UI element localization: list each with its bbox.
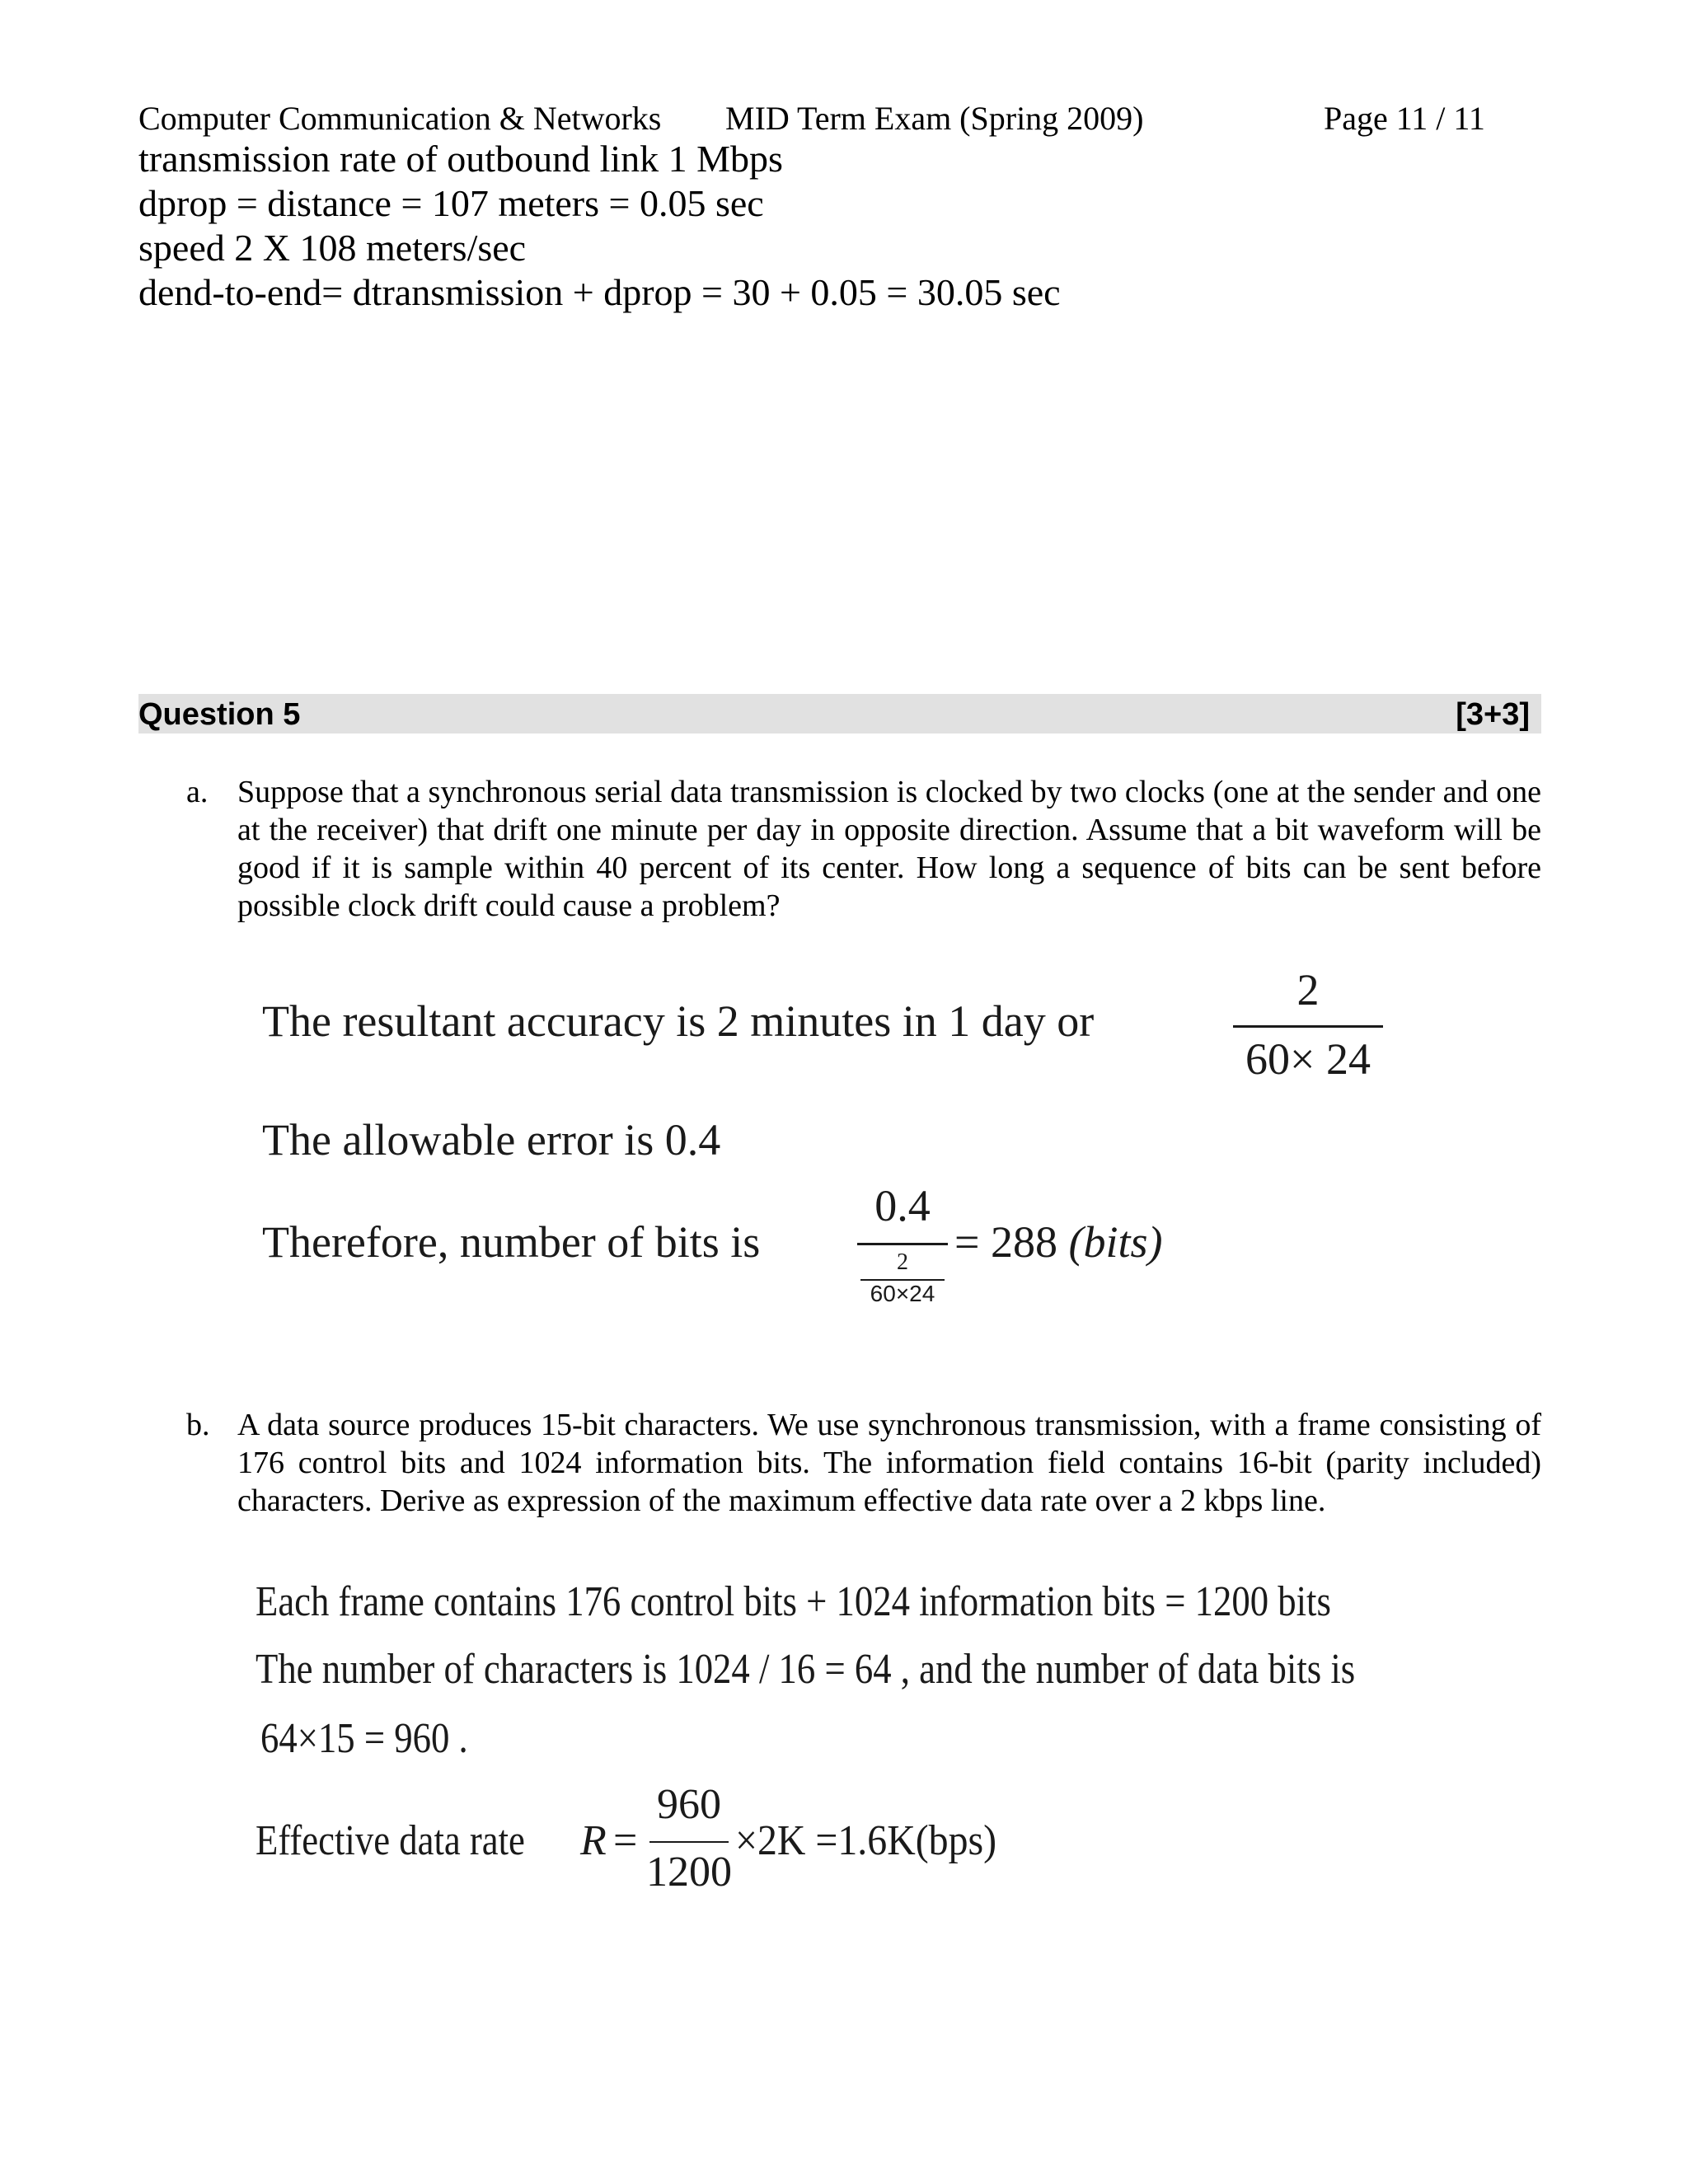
part-a-result-unit: (bits) [1068, 1217, 1163, 1267]
part-a-fraction1-numerator: 2 [1296, 965, 1320, 1015]
part-b-label: b. [186, 1408, 210, 1442]
part-b-effective-rate-label: Effective data rate [256, 1817, 525, 1864]
text-line-speed: speed 2 X 108 meters/sec [138, 227, 527, 269]
part-a-fraction1-bar [1233, 1025, 1383, 1028]
part-a-bits-line: Therefore, number of bits is [262, 1217, 761, 1267]
part-b-rate-variable: R [580, 1817, 607, 1864]
part-b-question-text: A data source produces 15-bit characters. We use synchronous transmission, with a frame consisting of 176 control bits and 1024 information bits. The information field contains 16-bit (parity included) characters. Derive as expression of the maximum effective data rate over a 2 kbps line. [237, 1408, 1541, 1518]
part-a-allowable-error-line: The allowable error is 0.4 [262, 1115, 721, 1165]
part-b-equals-sign: = [613, 1817, 638, 1864]
text-line-end-to-end: dend-to-end= dtransmission + dprop = 30 + 0.05 = 30.05 sec [138, 271, 1061, 313]
part-a-fraction2-bar [857, 1243, 948, 1245]
part-b-fraction-denominator: 1200 [646, 1849, 732, 1896]
part-a-result-value: = 288 [954, 1217, 1069, 1267]
part-b-fraction-bar [649, 1841, 729, 1843]
part-a-fraction1-denominator: 60× 24 [1245, 1034, 1371, 1084]
question-header-bar [138, 694, 1541, 733]
header-course: Computer Communication & Networks [138, 100, 662, 137]
part-a-accuracy-line: The resultant accuracy is 2 minutes in 1 day or [262, 996, 1095, 1046]
question-marks: [3+3] [1456, 697, 1530, 732]
part-a-result [954, 1216, 1162, 1268]
question-title: Question 5 [138, 697, 301, 732]
part-b-data-bits-line: 64×15 = 960 . [260, 1715, 468, 1762]
part-b-frame-line: Each frame contains 176 control bits + 1024 information bits = 1200 bits [256, 1578, 1331, 1625]
text-line-dprop: dprop = distance = 107 meters = 0.05 sec [138, 182, 764, 224]
part-b-fraction-numerator: 960 [657, 1781, 721, 1828]
part-b-characters-line: The number of characters is 1024 / 16 = 64 , and the number of data bits is [256, 1646, 1356, 1693]
text-line-transmission-rate: transmission rate of outbound link 1 Mbps [138, 138, 783, 180]
part-a-fraction2-numerator: 0.4 [874, 1181, 931, 1230]
part-b-rate-result: ×2K =1.6K(bps) [735, 1817, 997, 1864]
header-exam: MID Term Exam (Spring 2009) [725, 100, 1144, 137]
part-a-label: a. [186, 775, 209, 809]
header-page-number: Page 11 / 11 [1324, 100, 1485, 137]
part-a-fraction2-sub-numerator: 2 [897, 1249, 908, 1275]
part-a-question-text: Suppose that a synchronous serial data transmission is clocked by two clocks (one at the sender and one at the receiver) that drift one minute per day in opposite direction. Assume that a bit waveform will be good if it is sample within 40 percent of its center. How long a sequence of bits can be sent before possible clock drift could cause a problem? [237, 775, 1541, 923]
part-a-fraction2-sub-denominator: 60×24 [870, 1281, 935, 1306]
